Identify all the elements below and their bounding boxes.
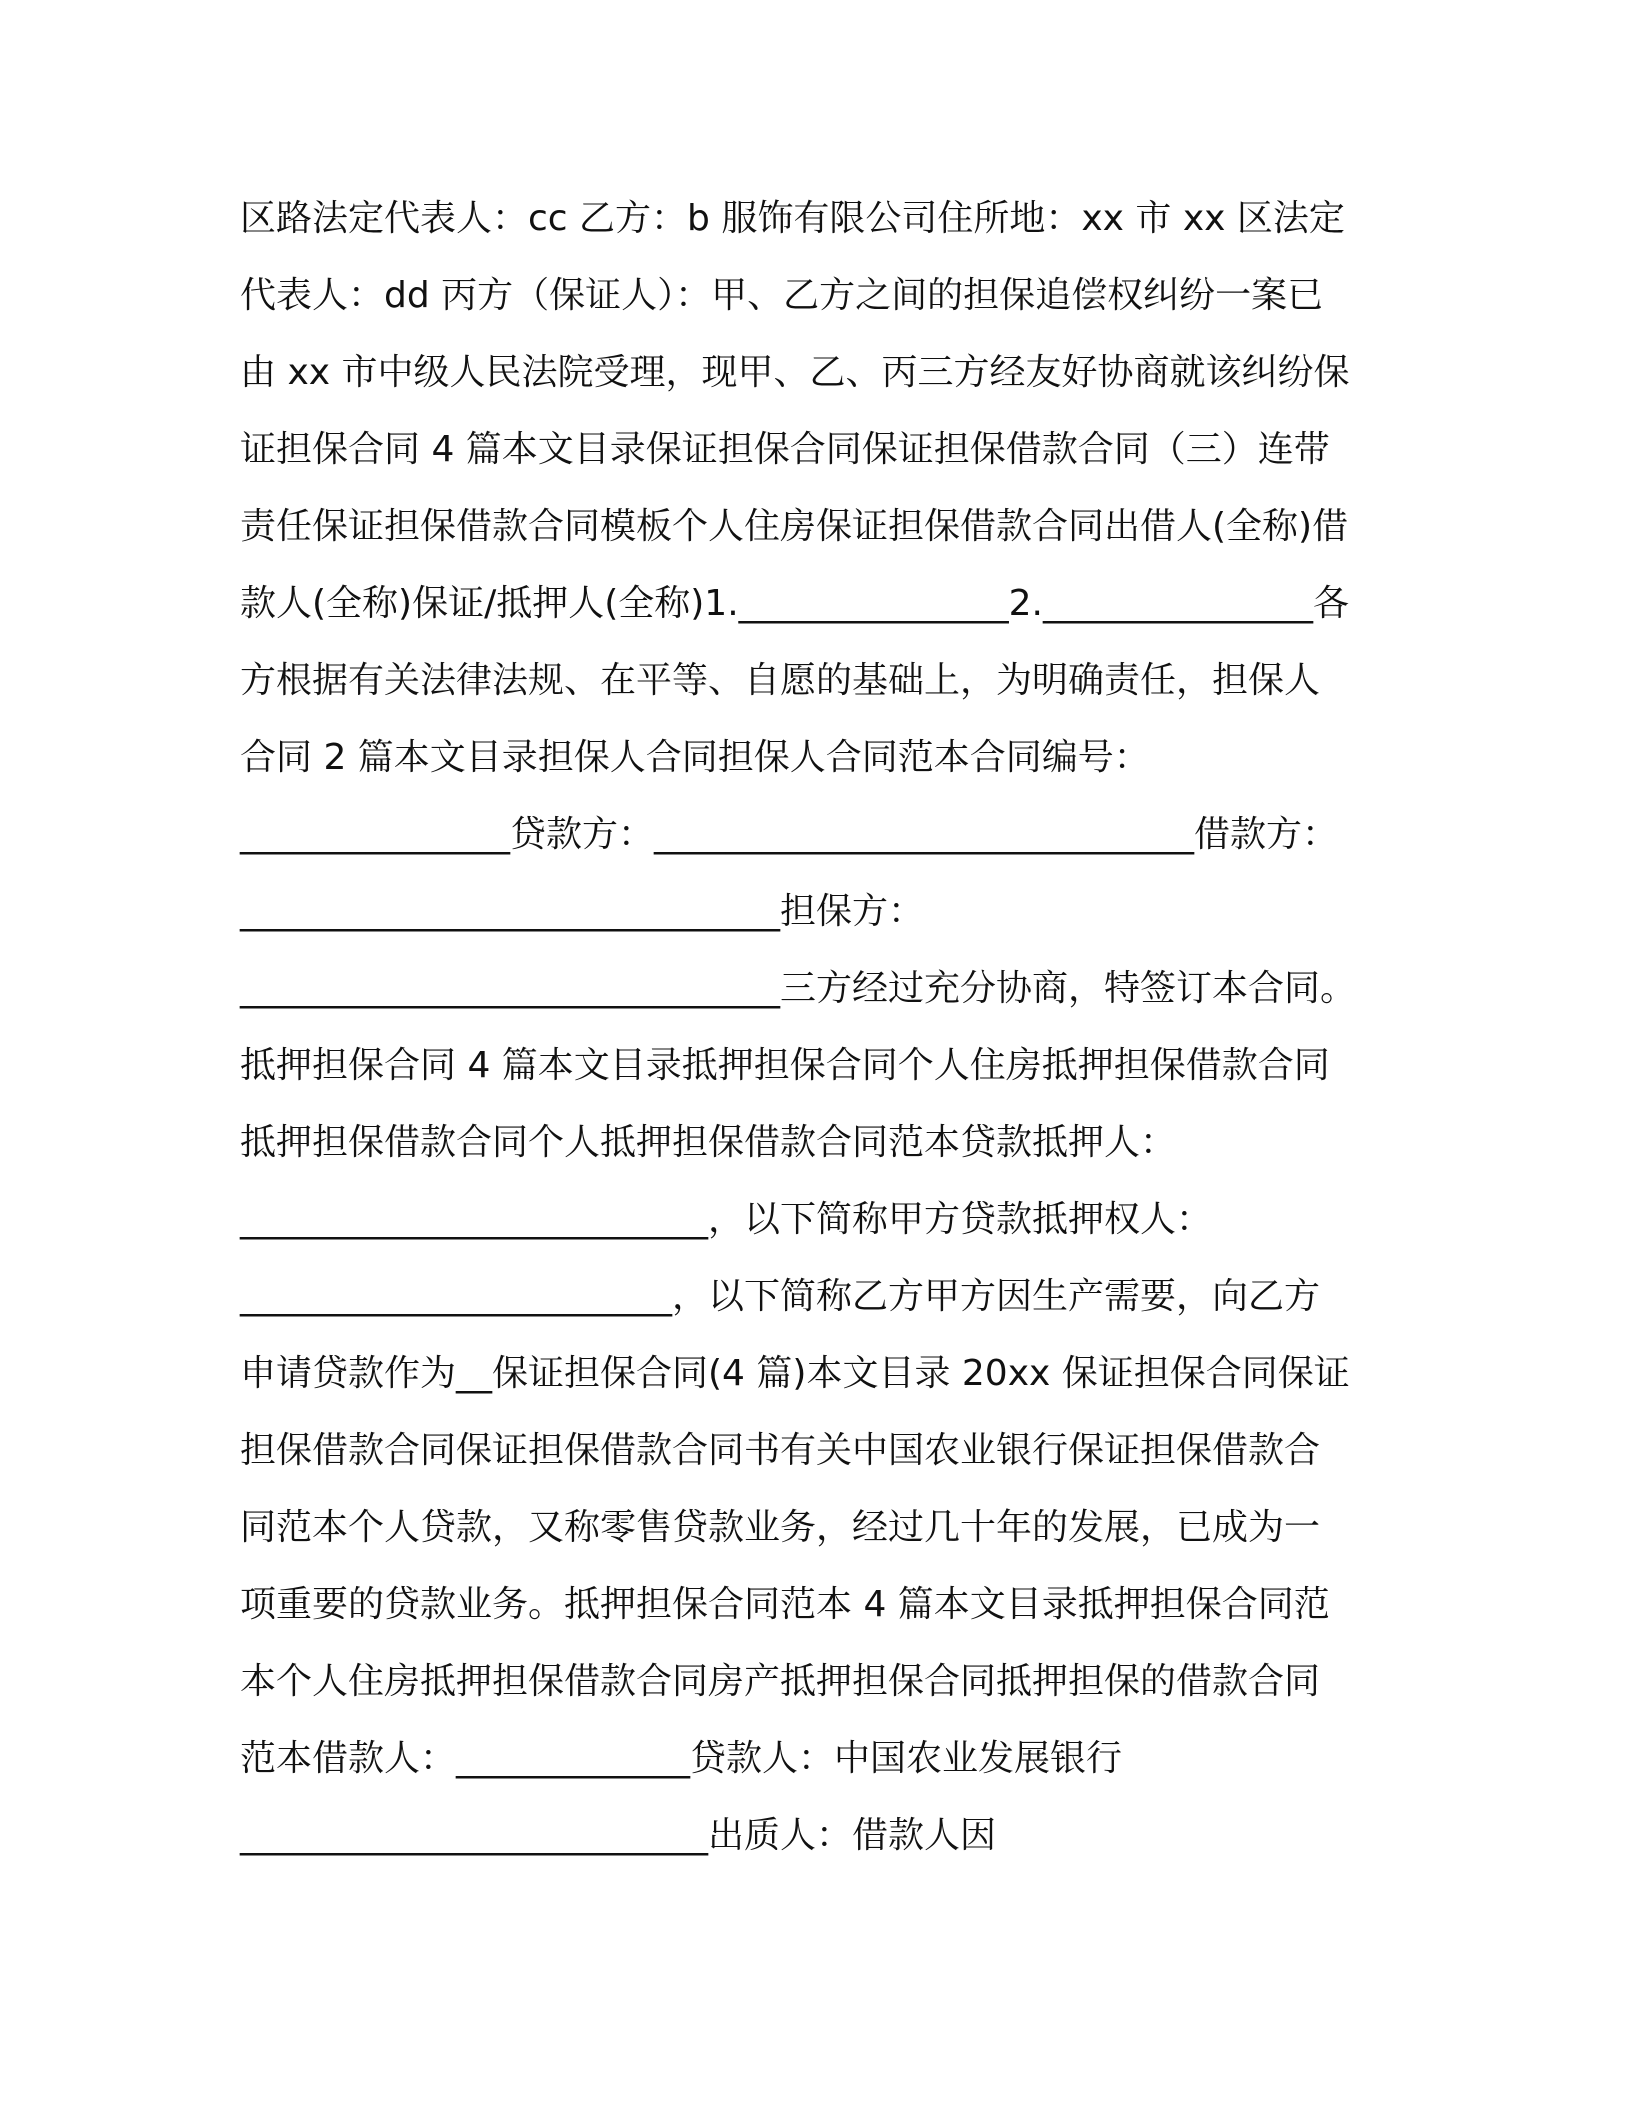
- text-line: __________________________出质人：借款人因: [240, 1815, 997, 1856]
- text-line: 担保借款合同保证担保借款合同书有关中国农业银行保证担保借款合: [240, 1430, 1321, 1471]
- text-line: 责任保证担保借款合同模板个人住房保证担保借款合同出借人(全称)借: [240, 506, 1349, 547]
- text-line: 由 xx 市中级人民法院受理，现甲、乙、丙三方经友好协商就该纠纷保: [240, 352, 1350, 393]
- text-line: 范本借款人：_____________贷款人：中国农业发展银行: [240, 1738, 1123, 1779]
- text-line: ______________________________三方经过充分协商，特签订本合同。: [240, 968, 1357, 1009]
- text-line: 证担保合同 4 篇本文目录保证担保合同保证担保借款合同（三）连带: [240, 429, 1330, 470]
- text-line: ______________________________担保方：: [240, 891, 925, 932]
- text-line: 方根据有关法律法规、在平等、自愿的基础上，为明确责任，担保人: [240, 660, 1321, 701]
- text-line: 申请贷款作为__保证担保合同(4 篇)本文目录 20xx 保证担保合同保证: [240, 1353, 1350, 1394]
- text-line: __________________________，以下简称甲方贷款抵押权人：: [240, 1199, 1213, 1240]
- text-line: 代表人：dd 丙方（保证人）：甲、乙方之间的担保追偿权纠纷一案已: [240, 275, 1324, 316]
- text-line: _______________贷款方：______________________________借款方：: [240, 814, 1339, 855]
- text-line: 本个人住房抵押担保借款合同房产抵押担保合同抵押担保的借款合同: [240, 1661, 1321, 1702]
- text-line: ________________________，以下简称乙方甲方因生产需要，向乙方: [240, 1276, 1321, 1317]
- text-line: 合同 2 篇本文目录担保人合同担保人合同范本合同编号：: [240, 737, 1150, 778]
- text-line: 抵押担保借款合同个人抵押担保借款合同范本贷款抵押人：: [240, 1122, 1177, 1163]
- text-line: 同范本个人贷款，又称零售贷款业务，经过几十年的发展，已成为一: [240, 1507, 1321, 1548]
- text-line: 项重要的贷款业务。抵押担保合同范本 4 篇本文目录抵押担保合同范: [240, 1584, 1330, 1625]
- text-line: 抵押担保合同 4 篇本文目录抵押担保合同个人住房抵押担保借款合同: [240, 1045, 1330, 1086]
- document-body: [240, 180, 1400, 1874]
- text-line: 区路法定代表人：cc 乙方：b 服饰有限公司住所地：xx 市 xx 区法定: [240, 198, 1345, 239]
- text-line: 款人(全称)保证/抵押人(全称)1._______________2._______________各: [240, 583, 1350, 624]
